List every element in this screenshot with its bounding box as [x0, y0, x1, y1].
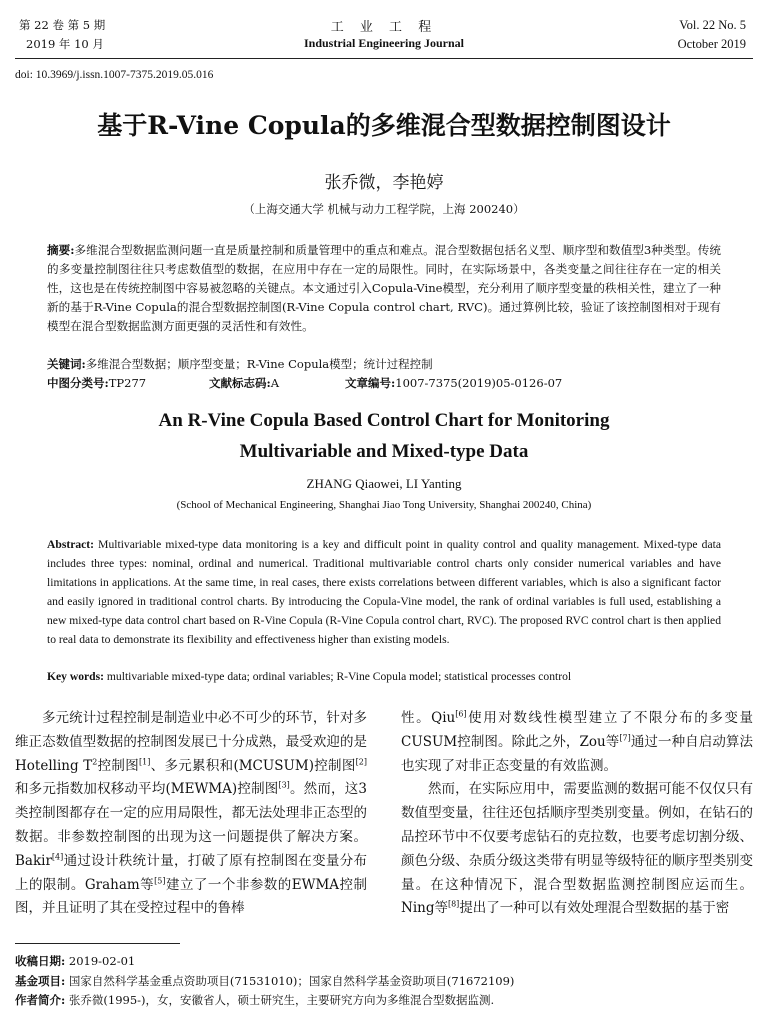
body-paragraph — [401, 707, 753, 778]
document-code — [209, 374, 279, 393]
journal-name-en: Industrial Engineering Journal — [303, 36, 465, 50]
body-text: 通过设计秩统计量，打破了原有控制图在变量分布上的限制。Graham等 — [15, 852, 367, 893]
keywords-en-text: multivariable mixed-type data; ordinal variables; R-Vine Copula model; statistical processes control — [106, 670, 572, 683]
abstract-en-label: Abstract: — [47, 538, 95, 551]
received-date-value: 2019-02-01 — [68, 954, 136, 968]
article-number-label: 文章编号: — [345, 376, 396, 390]
body-text: 性。Qiu — [401, 710, 456, 726]
body-text: 通过一种自启动算法也实现了对非正态变量的有效监测。 — [401, 733, 754, 774]
article-number-value: 1007-7375(2019)05-0126-07 — [395, 376, 563, 390]
citation-ref[interactable]: [8] — [447, 899, 460, 909]
keywords-cn-text: 多维混合型数据；顺序型变量；R-Vine Copula模型；统计过程控制 — [85, 357, 433, 371]
doi: doi: 10.3969/j.issn.1007-7375.2019.05.016 — [15, 69, 214, 81]
received-date-label: 收稿日期: — [15, 954, 66, 968]
body-column-right — [401, 707, 753, 921]
paper-title-en — [0, 405, 768, 467]
header-rule — [15, 58, 753, 59]
keywords-cn — [47, 355, 721, 374]
clc-number — [47, 374, 146, 393]
body-paragraph — [15, 707, 367, 921]
date-en: October 2019 — [677, 37, 746, 51]
received-date — [15, 952, 755, 972]
authors-en: ZHANG Qiaowei, LI Yanting — [306, 476, 462, 491]
abstract-en-text: Multivariable mixed-type data monitoring is a key and difficult point in quality control and quality management. Mixed-type data includes three types: nominal, ordinal and numerical. Traditional multivariable control charts only consider numerical variables and have limitations in applications. At the same time, in real cases, there exists correlations between different variables, which is also a significant factor and easily ignored in traditional control charts. By introducing the Copula-Vine model, the rank of ordinal variables is full used, establishing a new mixed-type data control chart based on R-Vine Copula (R-Vine Copula control chart, RVC). The proposed RVC control chart is then applied to real data to demonstrate its flexibility and effectiveness higher than existing models. — [47, 538, 721, 646]
funding-value: 国家自然科学基金重点资助项目(71531010)；国家自然科学基金资助项目(71672109) — [68, 973, 515, 988]
author-bio-value: 张乔微(1995-)，女，安徽省人，硕士研究生，主要研究方向为多维混合型数据监测. — [68, 993, 495, 1007]
body-column-left — [15, 707, 367, 921]
citation-ref[interactable]: [3] — [278, 780, 290, 790]
funding-label: 基金项目: — [15, 973, 66, 988]
funding — [15, 972, 755, 992]
footnotes — [15, 952, 755, 1011]
authors-cn: 张乔微，李艳婷 — [324, 173, 444, 193]
keywords-cn-label: 关键词: — [47, 357, 86, 371]
body-text: 和多元指数加权移动平均(MEWMA)控制图 — [15, 781, 279, 798]
clc-value: TP277 — [108, 376, 147, 390]
body-text: 建立了一个非参数的EWMA控制图，并且证明了其在受控过程中的鲁棒 — [15, 876, 367, 917]
citation-ref[interactable]: [2] — [355, 757, 367, 767]
document-code-label: 文献标志码: — [209, 376, 271, 390]
date-cn: 2019 年 10 月 — [26, 37, 104, 51]
abstract-cn-text: 多维混合型数据监测问题一直是质量控制和质量管理中的重点和难点。混合型数据包括名义型、顺序型和数值型3种类型。传统的多变量控制图往往只考虑数值型的数据，在应用中存在一定的局限性。同时，在实际场景中，各类变量之间往往存在一定的相关性，这也是在传统控制图中容易被忽略的关键点。本文通过引入Copula-Vine模型，充分利用了顺序型变量的秩相关性，建立了一种新的基于R-Vine Copula的混合型数据控制图(R-Vine Copula control chart, RVC)。通过算例比较，验证了该控制图相对于现有模型在混合型数据监测方面更强的灵活性和有效性。 — [47, 243, 722, 333]
superscript: 2 — [92, 757, 98, 767]
footnote-rule — [15, 943, 180, 944]
body-text: 。然而，这3类控制图都存在一定的应用局限性，都无法处理非正态型的数据。非参数控制图的出现为这一问题提供了解决方案。Bakir — [15, 781, 367, 869]
paper-title-en-line2: Multivariable and Mixed-type Data — [239, 441, 529, 462]
author-bio-label: 作者简介: — [15, 993, 66, 1007]
abstract-cn — [47, 241, 721, 336]
clc-label: 中图分类号: — [47, 376, 109, 390]
body-text: 使用对数线性模型建立了不限分布的多变量CUSUM控制图。除此之外，Zou等 — [401, 710, 753, 750]
body-text: 然而，在实际应用中，需要监测的数据可能不仅仅只有数值型变量，往往还包括顺序型类别变量。例如，在钻石的品控环节中不仅要考虑钻石的克拉数，也要考虑切割分级、颜色分级、杂质分级这类带有明显等级特征的顺序型类别变量。在这种情况下，混合型数据监测控制图应运而生。Ning等 — [401, 781, 753, 917]
journal-name-cn: 工 业 工 程 — [330, 20, 438, 35]
keywords-en-label: Key words: — [47, 670, 104, 683]
volume-issue-en: Vol. 22 No. 5 — [679, 18, 746, 32]
paper-title-cn: 基于R-Vine Copula的多维混合型数据控制图设计 — [97, 111, 671, 140]
article-number — [345, 374, 562, 393]
paper-title-en-line1: An R-Vine Copula Based Control Chart for Monitoring — [158, 410, 610, 431]
body-text: 提出了一种可以有效处理混合型数据的基于密 — [459, 900, 730, 917]
citation-ref[interactable]: [7] — [619, 733, 631, 743]
keywords-en — [47, 667, 721, 686]
abstract-en — [47, 535, 721, 649]
volume-issue-cn: 第 22 卷 第 5 期 — [19, 18, 106, 32]
affiliation-en: (School of Mechanical Engineering, Shanghai Jiao Tong University, Shanghai 200240, China) — [176, 499, 592, 511]
body-text: 控制图 — [97, 757, 139, 774]
body-text: 、多元累积和(MCUSUM)控制图 — [150, 757, 356, 774]
author-bio — [15, 991, 755, 1011]
citation-ref[interactable]: [1] — [139, 757, 151, 767]
citation-ref[interactable]: [4] — [51, 852, 64, 862]
affiliation-cn: （上海交通大学 机械与动力工程学院，上海 200240） — [243, 202, 525, 216]
abstract-cn-label: 摘要: — [47, 243, 75, 257]
citation-ref[interactable]: [5] — [154, 876, 166, 886]
document-code-value: A — [270, 376, 280, 390]
body-paragraph — [401, 778, 753, 921]
citation-ref[interactable]: [6] — [455, 709, 467, 719]
body-text: 多元统计过程控制是制造业中必不可少的环节，针对多维正态数值型数据的控制图发展已十分成熟，最受欢迎的是Hotelling T — [15, 710, 367, 774]
